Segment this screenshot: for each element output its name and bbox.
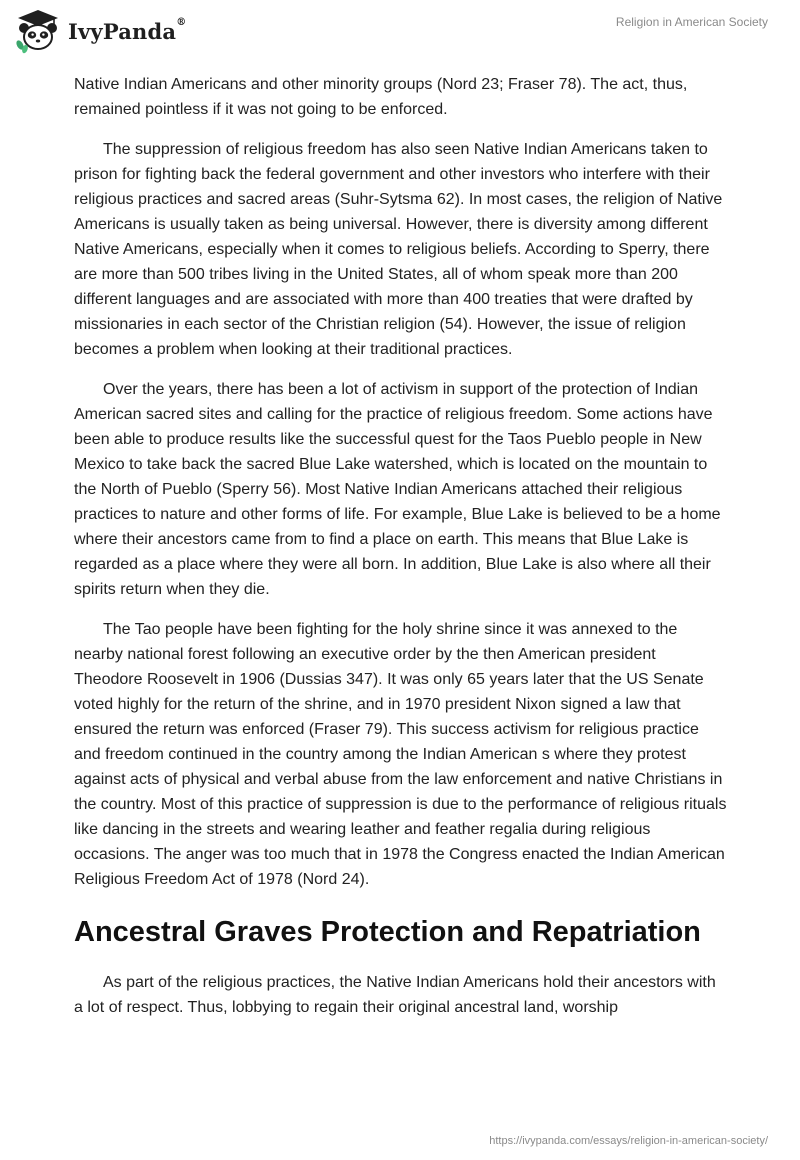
paragraph: The suppression of religious freedom has also seen Native Indian Americans taken to prison for fighting back the federal government and other investors who interfere with their religious practices and sacred areas (Suhr-Sytsma 62). In most cases, the religion of Native Americans is usually taken as being universal. However, there is diversity among different Native Americans, especially when it comes to religious beliefs. According to Sperry, there are more than 500 tribes living in the United States, all of whom speak more than 200 different languages and are associated with more than 400 treaties that were drafted by missionaries in each sector of the Christian religion (54). However, the issue of religion becomes a problem when looking at their traditional practices. [74,141,723,358]
paragraph: As part of the religious practices, the Native Indian Americans hold their ancestors with a lot of respect. Thus, lobbying to regain their original ancestral land, worship [74,974,716,1016]
brand-logo[interactable] [14,8,186,54]
paragraph: The Tao people have been fighting for the holy shrine since it was annexed to the nearby national forest following an executive order by the then American president Theodore Roosevelt in 1906 (Dussias 347). It was only 65 years later that the US Senate voted highly for the return of the shrine, and in 1970 president Nixon signed a law that ensured the return was enforced (Fraser 79). This success activism for religious practice and freedom continued in the country among the Indian American s where they protest against acts of physical and verbal abuse from the law enforcement and native Christians in the country. Most of this practice of suppression is due to the performance of religious rituals like dancing in the streets and wearing leather and feather regalia during religious occasions. The anger was too much that in 1978 the Congress enacted the Indian American Religious Freedom Act of 1978 (Nord 24). [74,621,727,888]
page-header [0,0,800,64]
source-url[interactable]: https://ivypanda.com/essays/religion-in-american-society/ [489,1135,768,1147]
panda-graduate-icon [14,8,62,54]
document-title: Religion in American Society [615,15,768,29]
brand-name: IvyPanda® [68,16,187,44]
paragraph: Native Indian Americans and other minority groups (Nord 23; Fraser 78). The act, thus, remained pointless if it was not going to be enforced. [74,76,688,118]
paragraph: Over the years, there has been a lot of activism in support of the protection of Indian American sacred sites and calling for the practice of religious freedom. Some actions have been able to produce results like the successful quest for the Taos Pueblo people in New Mexico to take back the sacred Blue Lake watershed, which is located on the mountain to the North of Pueblo (Sperry 56). Most Native Indian Americans attached their religious practices to nature and other forms of life. For example, Blue Lake is believed to be a home where their ancestors came from to find a place on earth. This means that Blue Lake is regarded as a place where they were all born. In addition, Blue Lake is also where all their spirits return when they die. [74,381,721,598]
section-heading: Ancestral Graves Protection and Repatriation [74,916,701,948]
essay-body [74,72,728,1035]
